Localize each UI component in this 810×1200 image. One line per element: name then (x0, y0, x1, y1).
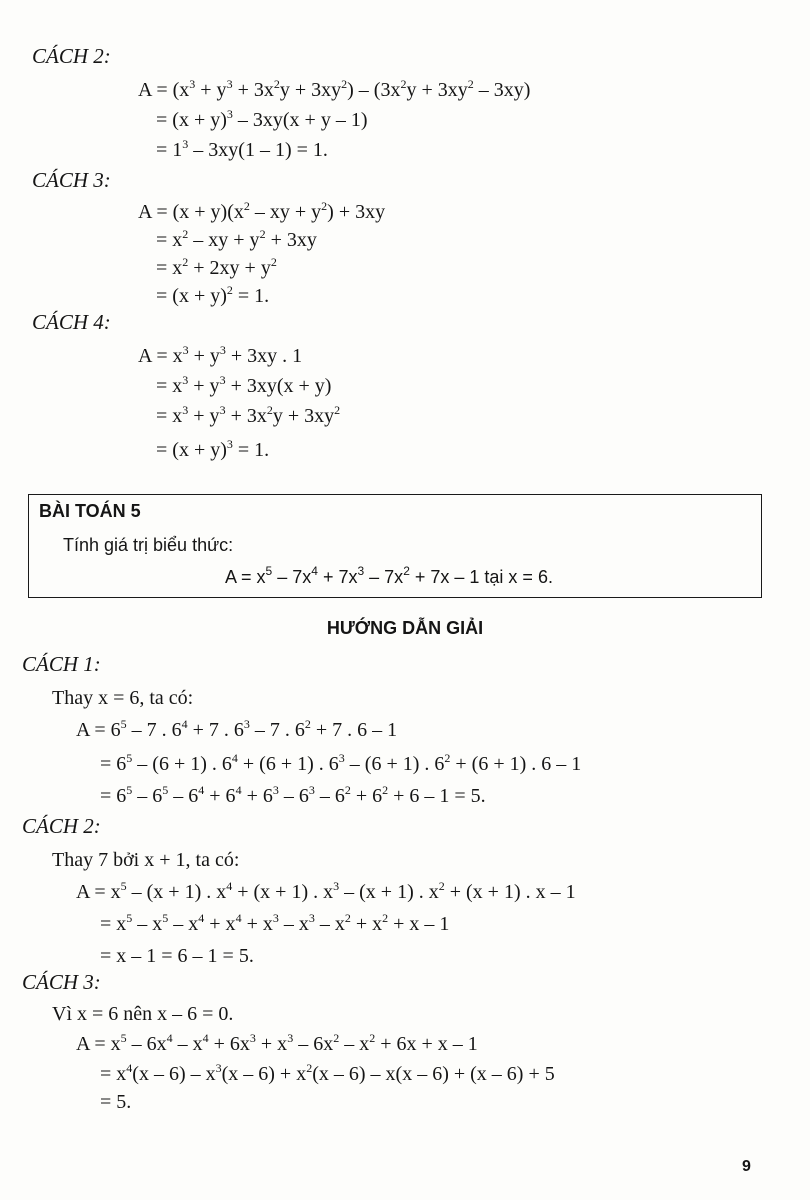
solution-heading: HƯỚNG DẪN GIẢI (326, 618, 484, 638)
page-number: 9 (742, 1158, 751, 1175)
section-a-cach2-line-2: = $(x + y)^3 - 3xy(x + y - 1)$ (156, 107, 368, 131)
section-b-cach2-intro: Thay 7 bởi x + 1, ta có: (52, 849, 240, 871)
section-a-cach3-heading: CÁCH 3: (32, 168, 111, 192)
section-b-cach2-line-3: = x – 1 = 6 – 1 = 5. (100, 945, 254, 967)
section-b-cach2-heading: CÁCH 2: (22, 814, 101, 838)
section-a-cach3-line-2: = $x^2$ – xy + $y^2 + 3xy$ (156, 227, 317, 251)
section-a-cach4-line-4: = $(x + y)^3 = 1$. (156, 437, 270, 461)
section-b-cach2-line-2: = $x^5 - x^5 - x^4 + x^4 + x^3 - x^3 - x^2 + x^2 + x - 1$ (100, 911, 450, 935)
problem-expression: $A = x^5 - 7x^4 + 7x^3 - 7x^2 + 7x - 1$ tại x = 6. (225, 564, 553, 587)
section-a-cach3-line-1: $A = (x + y)(x^2$ – xy + $y^2) + 3xy$ (138, 199, 386, 223)
section-a-cach4-heading: CÁCH 4: (32, 310, 111, 334)
section-b-cach3-heading: CÁCH 3: (22, 970, 101, 994)
section-b-cach1-line-1: $A = 6^5 - 7$ . $6^4 + 7$ . $6^3 - 7$ . $6^2 + 7$ . 6 – 1 (76, 717, 398, 741)
section-a-cach2-line-1: $A = (x^3 + y^3 + 3x^2y + 3xy^2) - (3x^2y + 3xy^2 - 3xy)$ (138, 77, 531, 101)
section-b-cach3-line-3: = 5. (100, 1091, 132, 1113)
problem-title: BÀI TOÁN 5 (39, 501, 141, 521)
section-a-cach2-heading: CÁCH 2: (32, 44, 111, 68)
section-b-cach1-intro: Thay x = 6, ta có: (52, 687, 194, 709)
section-a-cach3-line-3: = $x^2 + 2xy + y^2$ (156, 255, 277, 279)
section-b-cach1-line-3: = $6^5 - 6^5 - 6^4 + 6^4 + 6^3 - 6^3 - 6^2 + 6^2 + 6 - 1 = 5$. (100, 783, 486, 807)
section-a-cach4-line-2: = $x^3 + y^3 + 3xy(x + y)$ (156, 373, 332, 397)
section-b-cach1-line-2: = $6^5 - (6 + 1)$ . $6^4 + (6 + 1)$ . $6^3 - (6 + 1)$ . $6^2 + (6 + 1)$ . 6 – 1 (100, 751, 582, 775)
section-b-cach3-intro: Vì x = 6 nên x – 6 = 0. (52, 1003, 234, 1025)
section-a-cach3-line-4: = $(x + y)^2 = 1$. (156, 283, 270, 307)
section-a-cach4-line-3: = $x^3 + y^3 + 3x^2y + 3xy^2$ (156, 403, 341, 427)
section-b-cach3-line-2: = $x^4(x - 6) - x^3(x - 6) + x^2(x - 6) - x(x - 6) + (x - 6) + 5$ (100, 1061, 555, 1085)
section-a-cach2-line-3: = $1^3 - 3xy(1 - 1) = 1$. (156, 137, 328, 161)
section-b-cach1-heading: CÁCH 1: (22, 652, 101, 676)
section-b-cach2-line-1: $A = x^5 - (x + 1)$ . $x^4 + (x + 1)$ . $x^3 - (x + 1)$ . $x^2 + (x + 1)$ . x – 1 (76, 879, 576, 903)
problem-box (28, 494, 762, 598)
section-b-cach3-line-1: $A = x^5 - 6x^4 - x^4 + 6x^3 + x^3 - 6x^2 - x^2 + 6x + x - 1$ (76, 1031, 478, 1055)
problem-instruction: Tính giá trị biểu thức: (63, 535, 234, 555)
section-a-cach4-line-1: $A = x^3 + y^3 + 3xy$ . 1 (138, 343, 303, 367)
